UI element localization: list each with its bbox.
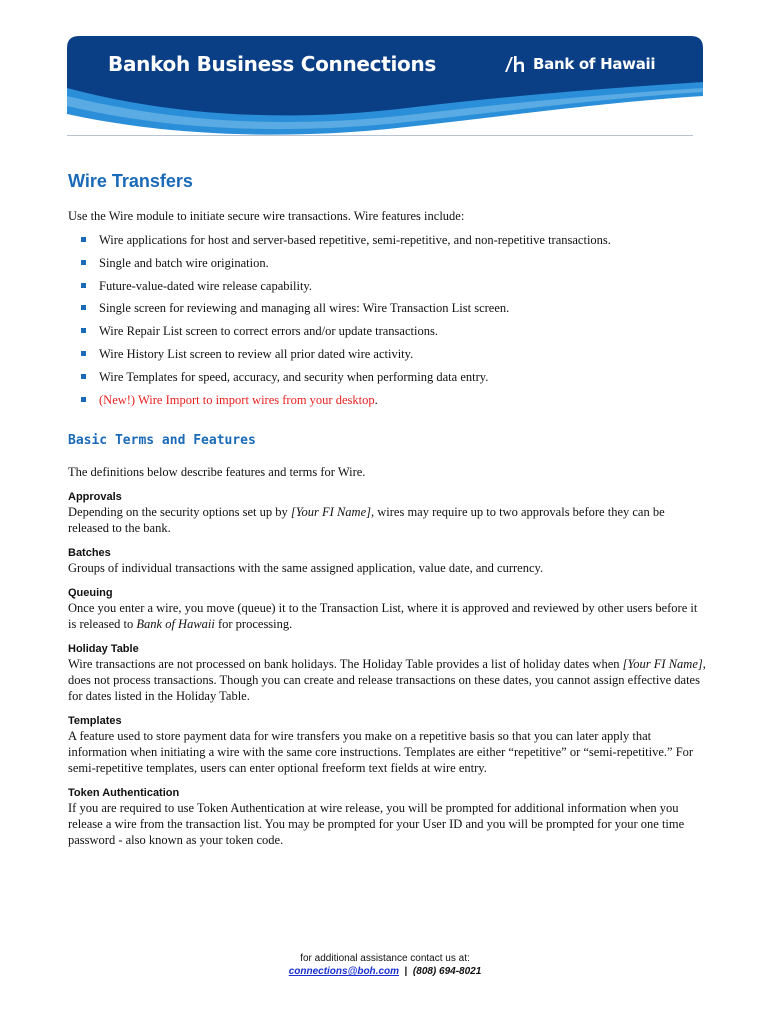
term-body: If you are required to use Token Authentication at wire release, you will be prompted for additional information when you release a wire from the transaction list. You may be prompted for your User ID and you will be prompted for your one time password - also known as your token code. <box>68 800 685 847</box>
term-body: Groups of individual transactions with the same assigned application, value date, and currency. <box>68 560 544 575</box>
bullet-icon <box>81 351 86 356</box>
footer-line: for additional assistance contact us at: <box>300 953 470 964</box>
term-holiday-table <box>68 642 708 704</box>
bullet-icon <box>81 305 86 310</box>
phone-number: (808) 694-8021 <box>412 966 482 977</box>
term-queuing <box>68 586 708 632</box>
term-body: A feature used to store payment data for wire transfers you make on a repetitive basis so that you can later apply that information when initiating a wire with the same core instructions. Templates are either “repetitive” or “semi-repetitive.” For semi-repetitive templates, users can enter optional freeform text fields at wire entry. <box>68 728 694 775</box>
main-content <box>68 170 708 848</box>
list-item: Wire History List screen to review all prior dated wire activity. <box>68 346 708 362</box>
list-item: Wire Templates for speed, accuracy, and security when performing data entry. <box>68 369 708 385</box>
list-item: Single screen for reviewing and managing all wires: Wire Transaction List screen. <box>68 300 708 316</box>
bullet-icon <box>81 328 86 333</box>
bank-logo-icon <box>503 54 525 74</box>
term-heading: Approvals <box>68 490 122 503</box>
term-batches <box>68 546 708 576</box>
bullet-icon <box>81 237 86 242</box>
intro-paragraph: Use the Wire module to initiate secure wire transactions. Wire features include: <box>68 209 465 223</box>
term-templates <box>68 714 708 776</box>
footer-separator: | <box>399 966 413 977</box>
banner-title: Bankoh Business Connections <box>108 52 437 76</box>
section-title: Basic Terms and Features <box>68 432 256 448</box>
term-heading: Batches <box>68 546 111 559</box>
bank-name: Bank of Hawaii <box>533 55 656 73</box>
definitions-intro: The definitions below describe features and terms for Wire. <box>68 464 366 479</box>
bullet-icon <box>81 374 86 379</box>
header-banner <box>67 36 703 138</box>
list-item: Wire Repair List screen to correct errors and/or update transactions. <box>68 323 708 339</box>
term-approvals <box>68 490 708 536</box>
term-heading: Token Authentication <box>68 786 180 799</box>
feature-list <box>68 232 708 408</box>
term-heading: Holiday Table <box>68 642 139 655</box>
new-feature-text: (New!) Wire Import to import wires from your desktop <box>99 392 375 407</box>
bullet-icon <box>81 283 86 288</box>
list-item: Future-value-dated wire release capability. <box>68 278 708 294</box>
term-body: Once you enter a wire, you move (queue) it to the Transaction List, where it is approved and reviewed by other users before it is released to Bank of Hawaii for processing. <box>68 600 698 631</box>
list-item: Wire applications for host and server-based repetitive, semi-repetitive, and non-repetitive transactions. <box>68 232 708 248</box>
term-token-authentication <box>68 786 708 848</box>
list-item-new-feature: (New!) Wire Import to import wires from your desktop. <box>68 392 708 408</box>
term-body: Wire transactions are not processed on bank holidays. The Holiday Table provides a list of holiday dates when [Your FI Name], does not process transactions. Though you can create and release transactions on these dates, you cannot assign effective dates for dates listed in the Holiday Table. <box>68 656 706 703</box>
page-title: Wire Transfers <box>68 171 193 191</box>
term-body: Depending on the security options set up by [Your FI Name], wires may require up to two approvals before they can be released to the bank. <box>68 504 665 535</box>
bank-logo[interactable] <box>503 54 655 74</box>
term-heading: Templates <box>68 714 122 727</box>
footer <box>0 952 770 978</box>
bullet-icon <box>81 260 86 265</box>
header-divider <box>67 135 693 136</box>
footer-contact <box>0 965 770 978</box>
term-heading: Queuing <box>68 586 113 599</box>
email-link[interactable]: connections@boh.com <box>288 966 399 977</box>
bullet-icon <box>81 397 86 402</box>
list-item: Single and batch wire origination. <box>68 255 708 271</box>
